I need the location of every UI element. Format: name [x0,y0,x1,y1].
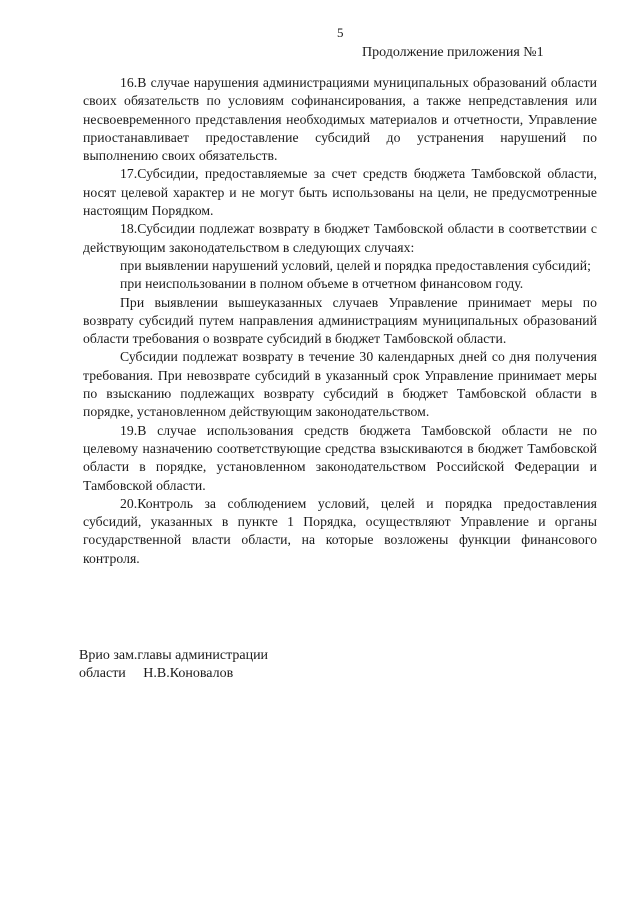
paragraph-18: 18.Субсидии подлежат возврату в бюджет Тамбовской области в соответствии с действующим законодательством в следующих случаях: [83,221,597,255]
paragraph-20: 20.Контроль за соблюдением условий, целей и порядка предоставления субсидий, указанных в пункте 1 Порядка, осуществляют Управление и органы государственной власти области, на которые возложены функции финансового контроля. [83,495,597,566]
signature-name: области Н.В.Коновалов [79,666,234,681]
paragraph-18-measures: При выявлении вышеуказанных случаев Управление принимает меры по возврату субсидий путем направления администрациям муниципальных образований области требования о возврате субсидий в бюджет Тамбовской области. [83,294,597,347]
page-number: 5 [337,25,344,40]
paragraph-18-case-2: при неиспользовании в полном объеме в отчетном финансовом году. [120,276,524,292]
paragraph-18-return-term: Субсидии подлежат возврату в течение 30 календарных дней со дня получения требования. При невозврате субсидий в указанный срок Управление принимает меры по взысканию подлежащих возврату субсидий в бюджет Тамбовской области в порядке, установленном действующим законодательством. [83,349,597,420]
appendix-continuation-label: Продолжение приложения №1 [362,45,544,60]
signature-block [79,647,268,683]
paragraph-16: 16.В случае нарушения администрациями муниципальных образований области своих обязательств по условиям софинансирования, а также непредставления или несвоевременного представления необходимых материалов и отчетности, Управление приостанавливает предоставление субсидий до устранения нарушений по выполнению своих обязательств. [83,75,597,164]
paragraph-18-case-1: при выявлении нарушений условий, целей и порядка предоставления субсидий; [120,257,591,273]
paragraph-17: 17.Субсидии, предоставляемые за счет средств бюджета Тамбовской области, носят целевой характер и не могут быть использованы на цели, не предусмотренные настоящим Порядком. [83,166,597,219]
signature-position: Врио зам.главы администрации [79,648,269,663]
document-body [83,74,597,568]
paragraph-19: 19.В случае использования средств бюджета Тамбовской области не по целевому назначению соответствующие средства взыскиваются в бюджет Тамбовской области в порядке, установленном законодательством Российской Федерации и Тамбовской области. [83,422,597,493]
